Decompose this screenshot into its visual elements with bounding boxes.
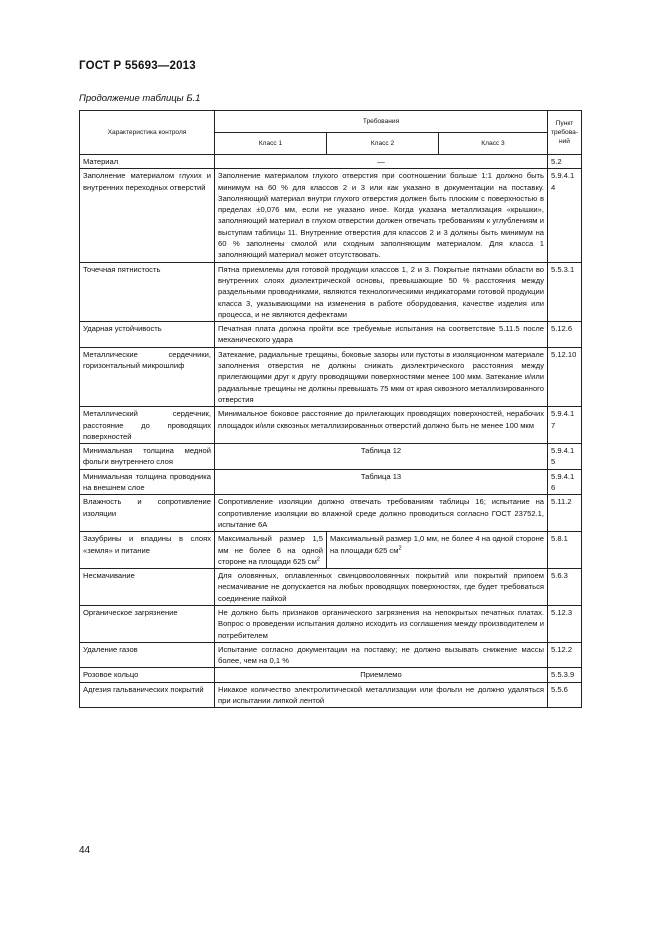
row-characteristic: Ударная устойчивость — [80, 322, 215, 348]
table-row — [80, 262, 582, 321]
row-clause: 5.8.1 — [548, 532, 582, 569]
superscript: 2 — [316, 556, 320, 563]
superscript: 2 — [398, 544, 402, 551]
row-clause: 5.12.2 — [548, 642, 582, 668]
row-requirement: Для оловянных, оплавленных свинцовооловянных покрытий или покрытий припоем несмачивание не допускается на любых проводящих поверхностях, где будет требоваться соединение пайкой — [215, 569, 548, 606]
row-requirement-class-1 — [215, 532, 327, 569]
row-characteristic: Минимальная толщина медной фольги внутреннего слоя — [80, 444, 215, 470]
row-characteristic: Несмачивание — [80, 569, 215, 606]
row-clause: 5.5.6 — [548, 682, 582, 708]
table-caption: Продолжение таблицы Б.1 — [79, 93, 201, 104]
row-clause: 5.11.2 — [548, 495, 582, 532]
table-row — [80, 169, 582, 262]
row-characteristic: Зазубрины и впадины в слоях «земля» и питание — [80, 532, 215, 569]
header-characteristic: Характеристика контроля — [80, 111, 215, 155]
table-row — [80, 682, 582, 708]
row-requirement: Затекание, радиальные трещины, боковые зазоры или пустоты в изоляционном материале заполнения отверстия не должны снижать диэлектрического расстояния между прилегающими друг к другу проводящими поверхностями менее 100 мкм. Затекание и/или радиальные трещины не должны превышать 75 мкм от края сквозного металлизированного отверстия — [215, 347, 548, 406]
table-row — [80, 407, 582, 444]
row-requirement: Таблица 12 — [215, 444, 548, 470]
row-requirement: Пятна приемлемы для готовой продукции классов 1, 2 и 3. Покрытые пятнами области во внутренних слоях диэлектрической основы, превышающие 50 % расстояния между раздельными проводниками, являются технологическими индикаторами готовой продукции класса 3, указывающими на изменения в работе оборудования, качестве изделия или процесса, и не являются дефектами — [215, 262, 548, 321]
row-requirement: — — [215, 155, 548, 169]
row-requirement: Минимальное боковое расстояние до прилегающих проводящих поверхностей, нерабочих площадок и/или сквозных металлизированных отверстий должно быть не менее 100 мкм — [215, 407, 548, 444]
row-clause: 5.5.3.9 — [548, 668, 582, 682]
row-clause: 5.12.3 — [548, 605, 582, 642]
row-requirement: Не должно быть признаков органического загрязнения на непокрытых печатных платах. Вопрос о проведении испытания должно исходить из соглашения между производителем и потребителем — [215, 605, 548, 642]
table-row — [80, 569, 582, 606]
row-characteristic: Металлический сердечник, расстояние до проводящих поверхностей — [80, 407, 215, 444]
row-characteristic: Удаление газов — [80, 642, 215, 668]
table-row — [80, 605, 582, 642]
row-clause: 5.9.4.17 — [548, 407, 582, 444]
row-requirement: Приемлемо — [215, 668, 548, 682]
row-characteristic: Минимальная толщина проводника на внешнем слое — [80, 469, 215, 495]
header-class-3: Класс 3 — [439, 133, 548, 155]
row-requirement: Никакое количество электролитической металлизации или фольги не должно удаляться при испытании липкой лентой — [215, 682, 548, 708]
table-row — [80, 469, 582, 495]
table-row — [80, 495, 582, 532]
row-requirement: Заполнение материалом глухого отверстия при соотношении больше 1:1 должно быть минимум на 60 % для классов 2 и 3 или как указано в документации на поставку. Заполняющий материал внутри глухого отверстия должен быть плоским с поверхностью в пределах ±0,076 мм, если не указано иное. Когда указана металлизация «крышки», заполняющий материал в глухом отверстии должен отвечать требованиям к углублениям и выступам таблицы 11. Внутренние отверстия для классов 2 и 3 должны быть минимум на 60 % заполнены смолой или сходным заполняющим материалом. Для класса 1 заполняющий материал может отсутствовать. — [215, 169, 548, 262]
row-requirement: Печатная плата должна пройти все требуемые испытания на соответствие 5.11.5 после механического удара — [215, 322, 548, 348]
page-number: 44 — [79, 845, 91, 856]
header-clause: Пункт требова-ний — [548, 111, 582, 155]
row-requirement: Испытание согласно документации на поставку; не должно вызывать снижение массы более, чем на 0,1 % — [215, 642, 548, 668]
row-characteristic: Влажность и сопротивление изоляции — [80, 495, 215, 532]
table-row — [80, 642, 582, 668]
row-requirement: Таблица 13 — [215, 469, 548, 495]
table-row — [80, 322, 582, 348]
table-row — [80, 532, 582, 569]
row-characteristic: Адгезия гальванических покрытий — [80, 682, 215, 708]
row-characteristic: Заполнение материалом глухих и внутренних переходных отверстий — [80, 169, 215, 262]
row-characteristic: Органическое загрязнение — [80, 605, 215, 642]
row-clause: 5.12.6 — [548, 322, 582, 348]
class-1-text: Максимальный размер 1,5 мм не более 6 на одной стороне на площади 625 см — [218, 534, 323, 566]
row-characteristic: Точечная пятнистость — [80, 262, 215, 321]
requirements-table — [79, 110, 582, 708]
header-requirements: Требования — [215, 111, 548, 133]
row-clause: 5.9.4.15 — [548, 444, 582, 470]
row-clause: 5.6.3 — [548, 569, 582, 606]
standard-number: ГОСТ Р 55693—2013 — [79, 60, 196, 72]
table-row — [80, 155, 582, 169]
table-row — [80, 444, 582, 470]
header-class-1: Класс 1 — [215, 133, 327, 155]
table-row — [80, 668, 582, 682]
row-characteristic: Материал — [80, 155, 215, 169]
class-2-3-text: Максимальный размер 1,0 мм, не более 4 на одной стороне на площади 625 см — [330, 534, 544, 555]
row-clause: 5.12.10 — [548, 347, 582, 406]
row-requirement-class-2-3 — [327, 532, 548, 569]
row-clause: 5.2 — [548, 155, 582, 169]
row-characteristic: Розовое кольцо — [80, 668, 215, 682]
header-class-2: Класс 2 — [327, 133, 439, 155]
table-row — [80, 347, 582, 406]
row-requirement: Сопротивление изоляции должно отвечать требованиям таблицы 16; испытание на сопротивление изоляции во влажной среде должно проводиться согласно ГОСТ 23752.1, испытание 6А — [215, 495, 548, 532]
row-clause: 5.5.3.1 — [548, 262, 582, 321]
row-clause: 5.9.4.16 — [548, 469, 582, 495]
row-characteristic: Металлические сердечники, горизонтальный микрошлиф — [80, 347, 215, 406]
row-clause: 5.9.4.14 — [548, 169, 582, 262]
